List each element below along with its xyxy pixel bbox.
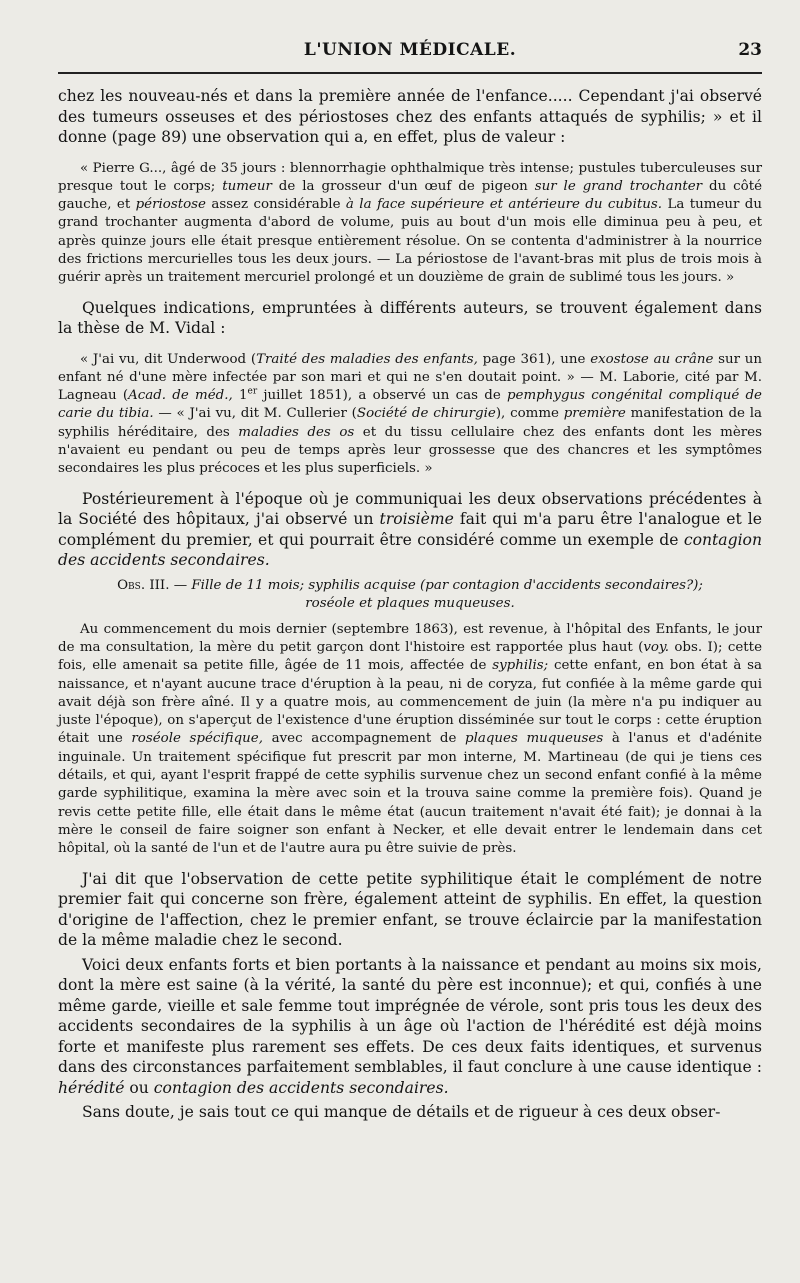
running-title: L'UNION MÉDICALE. <box>303 40 517 60</box>
header-rule <box>58 72 762 74</box>
paragraph-posterieurement: Postérieurement à l'époque où je communiquai les deux observations précédentes à la Société des hôpitaux, j'ai observé un troisième fait qui m'a paru être l'analogue et le complément du premier, et qui pourrait être considéré comme un exemple de contagion des accidents secondaires. <box>58 489 762 570</box>
paragraph-indications: Quelques indications, empruntées à différents auteurs, se trouvent également dans la thèse de M. Vidal : <box>58 298 762 338</box>
page-header <box>58 40 762 68</box>
page-number: 23 <box>738 40 762 60</box>
page-content <box>58 86 762 1127</box>
quote-underwood: « J'ai vu, dit Underwood (Traité des maladies des enfants, page 361), une exostose au crâne sur un enfant né d'une mère infectée par son mari et qui ne s'en doutait point. » — M. Laborie, cité par M. Lagneau (Acad. de méd., 1er juillet 1851), a observé un cas de pemphygus congénital compliqué de carie du tibia. — « J'ai vu, dit M. Cullerier (Société de chirurgie), comme première manifestation de la syphilis héréditaire, des maladies des os et du tissu cellulaire chez des enfants dont les mères n'avaient eu pendant ou peu de temps après leur grossesse que des chancres et les symptômes secondaires les plus précoces et les plus superficiels. » <box>58 351 763 477</box>
observation-heading: Obs. III. — Fille de 11 mois; syphilis acquise (par contagion d'accidents secondaires?); roséole et plaques muqueuses. <box>117 577 703 611</box>
paragraph-sans-doute: Sans doute, je sais tout ce qui manque de détails et de rigueur à ces deux obser- <box>82 1103 721 1122</box>
paragraph-complement: J'ai dit que l'observation de cette petite syphilitique était le complément de notre premier fait qui concerne son frère, également atteint de syphilis. En effet, la question d'origine de l'affection, chez le premier enfant, se trouve éclaircie par la manifestation de la même maladie chez le second. <box>58 869 762 950</box>
paragraph-deux-enfants: Voici deux enfants forts et bien portants à la naissance et pendant au moins six mois, dont la mère est saine (à la vérité, la santé du père est inconnue); et qui, confiés à une même garde, vieille et sale femme tout imprégnée de vérole, sont pris tous les deux des accidents secondaires de la syphilis à un âge où l'action de l'hérédité est déjà moins forte et manifeste plus rarement ses effets. De ces deux faits identiques, et survenus dans des circonstances parfaitement semblables, il faut conclure à une cause identique : hérédité ou contagion des accidents secondaires. <box>58 955 762 1097</box>
paragraph-continuation: chez les nouveau-nés et dans la première année de l'enfance..... Cependant j'ai observé des tumeurs osseuses et des périostoses chez des enfants attaqués de syphilis; » et il donne (page 89) une observation qui a, en effet, plus de valeur : <box>58 87 762 146</box>
observation-text: Au commencement du mois dernier (septembre 1863), est revenue, à l'hôpital des Enfants, le jour de ma consultation, la mère du petit garçon dont l'histoire est rapportée plus haut (voy. obs. I); cette fois, elle amenait sa petite fille, âgée de 11 mois, affectée de syphilis; cette enfant, en bon état à sa naissance, et n'ayant aucune trace d'éruption à la peau, ni de coryza, fut confiée à la même garde qui avait déjà son frère aîné. Il y a quatre mois, au commencement de juin (la mère n'a pu indiquer au juste l'époque), on s'aperçut de l'existence d'une éruption disséminée sur tout le corps : cette éruption était une roséole spécifique, avec accompagnement de plaques muqueuses à l'anus et d'adénite inguinale. Un traitement spécifique fut prescrit par mon interne, M. Martineau (de qui je tiens ces détails, et qui, ayant l'esprit frappé de cette syphilis survenue chez un second enfant confié à la même garde syphilitique, examina la mère avec soin et la trouva saine comme la première fois). Quand je revis cette petite fille, elle était dans le même état (aucun traitement n'avait été fait); je donnai à la mère le conseil de faire soigner son enfant à Necker, et elle devait entrer le lendemain dans cet hôpital, où la santé de l'un et de l'autre aura pu être suivie de près. <box>58 621 763 857</box>
quote-pierre-g: « Pierre G..., âgé de 35 jours : blennorrhagie ophthalmique très intense; pustules tuberculeuses sur presque tout le corps; tumeur de la grosseur d'un œuf de pigeon sur le grand trochanter du côté gauche, et périostose assez considérable à la face supérieure et antérieure du cubitus. La tumeur du grand trochanter augmenta d'abord de volume, puis au bout d'un mois elle diminua peu à peu, et après quinze jours elle était presque entièrement résolue. On se contenta d'administrer à la nourrice des frictions mercurielles tous les deux jours. — La périostose de l'avant-bras mit plus de trois mois à guérir après un traitement mercuriel prolongé et un douzième de grain de sublimé tous les jours. » <box>58 160 763 286</box>
